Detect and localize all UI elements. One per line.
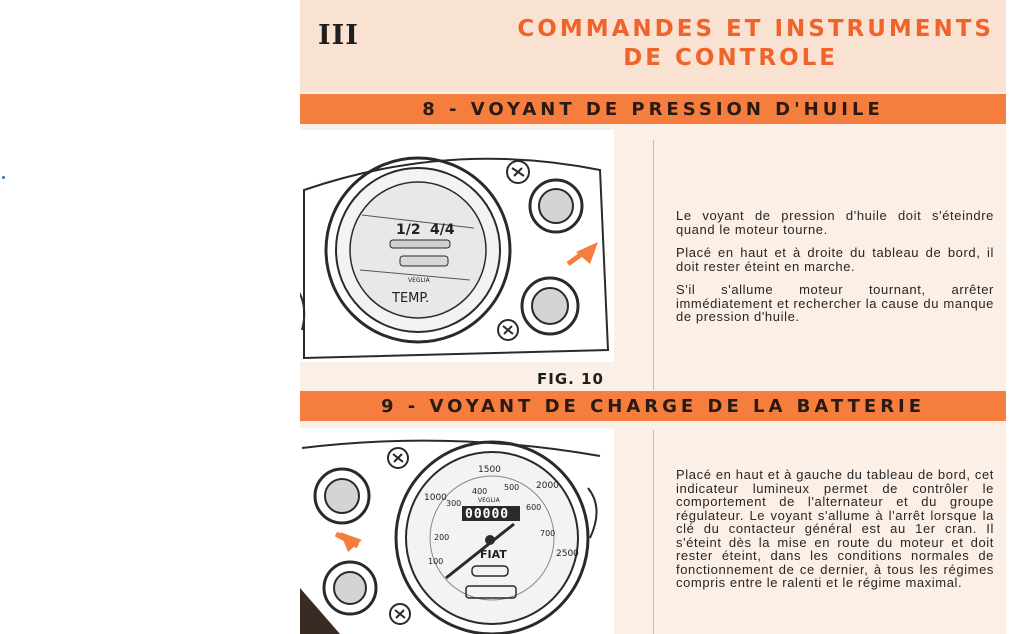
paragraph: Le voyant de pression d'huile doit s'éteindre quand le moteur tourne. (676, 208, 994, 237)
section-heading-label: 8 - VOYANT DE PRESSION D'HUILE (422, 98, 884, 120)
figure-oil-pressure (300, 130, 614, 362)
scale-label: 1500 (478, 465, 501, 475)
scale-label: 2500 (556, 549, 579, 559)
fuel-half-label: 1/2 (396, 222, 421, 238)
section-heading-oil-pressure (300, 94, 1006, 124)
page-title-line-2: DE CONTROLE (623, 45, 838, 71)
page-header (398, 0, 1006, 92)
margin-dot (2, 176, 5, 179)
column-divider (653, 140, 654, 390)
chapter-box (300, 0, 399, 92)
gauge-brand-label: VEGLIA (478, 497, 500, 504)
paragraph: Placé en haut et à droite du tableau de bord, il doit rester éteint en marche. (676, 245, 994, 274)
make-label: FIAT (480, 548, 507, 561)
section-9-text (676, 468, 994, 600)
odometer: 00000 (465, 507, 510, 522)
scale-label: 200 (434, 533, 450, 542)
paragraph: Placé en haut et à gauche du tableau de bord, cet indicateur lumineux permet de contrôler le comportement de l'alternateur et du groupe régulateur. Le voyant s'allume à l'arrêt lorsque la clé du contacteur général est au 1er cran. Il s'éteint dès la mise en route du moteur et doit rester éteint, dans les conditions normales de fonctionnement de ce dernier, à tous les régimes compris entre le ralenti et le régime maximal. (676, 467, 994, 590)
manual-page (300, 0, 1006, 634)
chapter-number: III (318, 20, 359, 51)
fuel-full-label: 4/4 (430, 222, 455, 238)
page-title-line-1: COMMANDES ET INSTRUMENTS (517, 16, 994, 42)
scale-label: 100 (428, 557, 444, 566)
dashboard-illustration-2 (300, 428, 614, 634)
scale-label: 300 (446, 499, 462, 508)
figure-battery-charge (300, 428, 614, 634)
figure-caption: FIG. 10 (537, 370, 604, 388)
gauge-brand-label: VEGLIA (408, 277, 430, 284)
paragraph: S'il s'allume moteur tournant, arrêter immédiatement et rechercher la cause du manque de pression d'huile. (676, 282, 994, 324)
scale-label: 400 (472, 487, 488, 496)
scale-label: 2000 (536, 481, 559, 491)
scale-label: 700 (540, 529, 556, 538)
scale-label: 600 (526, 503, 542, 512)
scale-label: 500 (504, 483, 520, 492)
scale-label: 1000 (424, 493, 447, 503)
section-8-text (676, 209, 994, 334)
section-heading-battery-charge (300, 391, 1006, 421)
temp-label: TEMP. (392, 291, 430, 306)
section-heading-label: 9 - VOYANT DE CHARGE DE LA BATTERIE (380, 395, 926, 417)
dashboard-illustration-1 (300, 130, 614, 362)
column-divider (653, 430, 654, 634)
